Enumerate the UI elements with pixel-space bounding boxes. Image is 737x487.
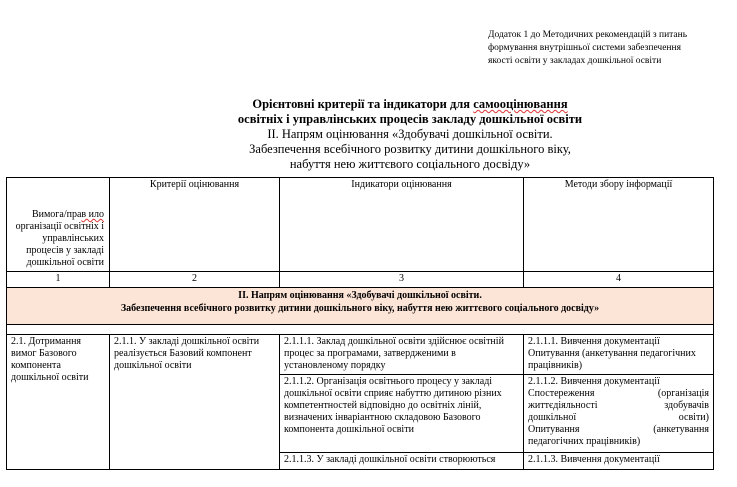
method-word: Спостереження (528, 388, 595, 399)
appendix-line: Додаток 1 до Методичних рекомендацій з питань (488, 30, 688, 40)
appendix-line: формування внутрішньої системи забезпечення (488, 43, 681, 53)
method-word: Опитування (528, 424, 580, 435)
criteria-table (6, 177, 714, 470)
heading-subtitle-line: ІІ. Напрям оцінювання «Здобувачі дошкільної освіти. (267, 127, 553, 141)
heading-title-line (60, 97, 737, 112)
method-line (528, 412, 709, 424)
header-requirement-flagged-word: в ило (81, 209, 104, 220)
spacer-row (7, 325, 714, 335)
appendix-line: якості освіти у закладах дошкільної освіти (488, 56, 662, 66)
section-row (7, 288, 714, 325)
method-line (528, 388, 709, 400)
method-cell: 2.1.1.3. Вивчення документації (524, 453, 714, 470)
appendix-note (488, 29, 728, 68)
column-number: 4 (524, 272, 714, 288)
section-title-line: ІІ. Напрям оцінювання «Здобувачі дошкільної освіти. (238, 290, 482, 301)
heading-title-text: Орієнтовні критерії та індикатори для (252, 97, 474, 111)
header-indicators: Індикатори оцінювання (280, 178, 524, 272)
column-number: 1 (7, 272, 110, 288)
method-cell: 2.1.1.1. Вивчення документації Опитування (анкетування педагогічних працівників) (524, 335, 714, 375)
column-number-row (7, 272, 714, 288)
method-word: здобувачів (664, 400, 709, 411)
header-requirement (7, 178, 110, 272)
method-word: (анкетування (653, 424, 709, 435)
indicator-cell: 2.1.1.2. Організація освітнього процесу у закладі дошкільної освіти сприяє набуттю дитиною різних компетентностей відповідно до освітніх ліній, визначених інваріантною складовою Базового компонента дошкільної освіти (280, 375, 524, 453)
method-word: життєдіяльності (528, 400, 598, 411)
header-requirement-text: Вимога/пра (31, 209, 82, 220)
column-number: 2 (110, 272, 280, 288)
heading-subtitle-line: набуття нею життєвого соціального досвіду» (289, 157, 531, 171)
requirement-cell: 2.1. Дотримання вимог Базового компонента дошкільної освіти (7, 335, 110, 470)
indicator-cell: 2.1.1.3. У закладі дошкільної освіти створюються (280, 453, 524, 470)
criterion-cell: 2.1.1. У закладі дошкільної освіти реалізується Базовий компонент дошкільної освіти (110, 335, 280, 470)
method-line: педагогічних працівників) (528, 436, 641, 447)
method-line (528, 424, 709, 436)
heading-title-flagged-word: самооцінювання (473, 97, 568, 111)
spacer-cell (7, 325, 714, 335)
header-requirement-text-rest: організації освітніх і управлінських процесів у закладі дошкільної освіти (15, 221, 104, 268)
method-word: освіти) (678, 412, 709, 423)
table-header-row (7, 178, 714, 272)
heading-subtitle-line: Забезпечення всебічного розвитку дитини дошкільного віку, (249, 142, 571, 156)
method-word: дошкільної (528, 412, 577, 423)
header-methods: Методи збору інформації (524, 178, 714, 272)
section-title-line: Забезпечення всебічного розвитку дитини дошкільного віку, набуття нею життєвого соціального досвіду» (120, 303, 600, 314)
document-heading (60, 97, 737, 172)
method-line (528, 400, 709, 412)
header-criteria: Критерії оцінювання (110, 178, 280, 272)
column-number: 3 (280, 272, 524, 288)
indicator-cell: 2.1.1.1. Заклад дошкільної освіти здійснює освітній процес за програмами, затвердженими в установленому порядку (280, 335, 524, 375)
method-line: 2.1.1.2. Вивчення документації (528, 376, 660, 387)
heading-title-line: освітніх і управлінських процесів закладу дошкільної освіти (237, 112, 583, 126)
table-row (7, 335, 714, 375)
method-cell (524, 375, 714, 453)
section-title (7, 288, 714, 325)
method-word: (організація (657, 388, 709, 399)
